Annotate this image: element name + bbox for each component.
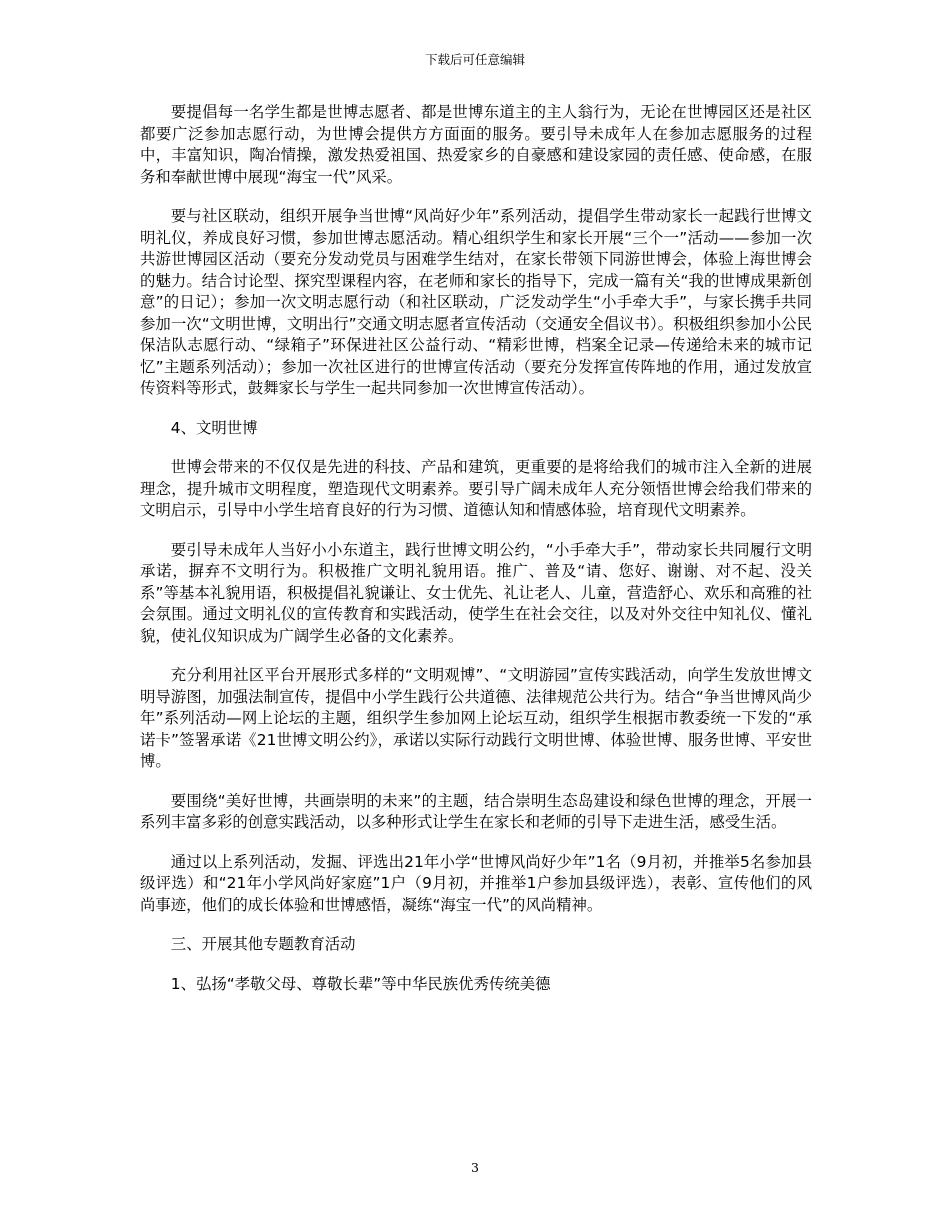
- paragraph-volunteer: 要提倡每一名学生都是世博志愿者、都是世博东道主的主人翁行为，无论在世博园区还是社区都要广泛参加志愿行动，为世博会提供方方面面的服务。要引导未成年人在参加志愿服务的过程中，丰富知识，陶冶情操，激发热爱祖国、热爱家乡的自豪感和建设家园的责任感、使命感，在服务和奉献世博中展现“海宝一代”风采。: [140, 103, 812, 186]
- paragraph-selection: 通过以上系列活动，发掘、评选出21年小学“世博风尚好少年”1名（9月初，并推举5名参加县级评选）和“21年小学风尚好家庭”1户（9月初，并推举1户参加县级评选），表彰、宣传他们的风尚事迹，他们的成长体验和世博感悟，凝练“海宝一代”的风尚精神。: [140, 852, 812, 914]
- paragraph-community-platform: 充分利用社区平台开展形式多样的“文明观博”、“文明游园”宣传实践活动，向学生发放世博文明导游图，加强法制宣传，提倡中小学生践行公共道德、法律规范公共行为。结合“争当世博风尚少年”系列活动—网上论坛的主题，组织学生参加网上论坛互动，组织学生根据市教委统一下发的“承诺卡”签署承诺《21世博文明公约》，承诺以实际行动践行文明世博、体验世博、服务世博、平安世博。: [140, 666, 812, 770]
- document-body: [140, 102, 812, 1013]
- paragraph-etiquette: 要引导未成年人当好小小东道主，践行世博文明公约，“小手牵大手”，带动家长共同履行文明承诺，摒弃不文明行为。积极推广文明礼貌用语。推广、普及“请、您好、谢谢、对不起、没关系”等基本礼貌用语，积极提倡礼貌谦让、女士优先、礼让老人、儿童，营造舒心、欢乐和高雅的社会氛围。通过文明礼仪的宣传教育和实践活动，使学生在社会交往，以及对外交往中知礼仪、懂礼貌，使礼仪知识成为广阔学生必备的文化素养。: [140, 540, 812, 645]
- page-number: 3: [471, 1160, 479, 1175]
- paragraph-expo-civilization: 世博会带来的不仅仅是先进的科技、产品和建筑，更重要的是将给我们的城市注入全新的进展理念，提升城市文明程度，塑造现代文明素养。要引导广阔未成年人充分领悟世博会给我们带来的文明启示，引导中小学生培育良好的行为习惯、道德认知和情感体验，培育现代文明素养。: [140, 458, 812, 519]
- page-header: 下载后可任意编辑: [424, 52, 525, 67]
- paragraph-creative-practice: 要围绕“美好世博，共画崇明的未来”的主题，结合崇明生态岛建设和绿色世博的理念，开展一系列丰富多彩的创意实践活动，以多种形式让学生在家长和老师的引导下走进生活，感受生活。: [140, 791, 812, 831]
- section-heading-other-topics: 三、开展其他专题教育活动: [170, 935, 356, 953]
- section-heading-civilized-expo: 4、文明世博: [170, 418, 258, 437]
- subsection-heading-filial-piety: 1、弘扬“孝敬父母、尊敬长辈”等中华民族优秀传统美德: [170, 974, 551, 993]
- paragraph-community: 要与社区联动，组织开展争当世博“风尚好少年”系列活动，提倡学生带动家长一起践行世博文明礼仪，养成良好习惯，参加世博志愿活动。精心组织学生和家长开展“三个一”活动——参加一次共游世博园区活动（要充分发动党员与困难学生结对，在家长带领下同游世博会，体验上海世博会的魅力。结合讨论型、探究型课程内容，在老师和家长的指导下，完成一篇有关“我的世博成果新创意”的日记）；参加一次文明志愿行动（和社区联动，广泛发动学生“小手牵大手”，与家长携手共同参加一次“文明世博，文明出行”交通文明志愿者宣传活动（交通安全倡议书）。积极组织参加小公民保洁队志愿行动、“绿箱子”环保进社区公益行动、“精彩世博，档案全记录—传递给未来的城市记忆”主题系列活动）；参加一次社区进行的世博宣传活动（要充分发挥宣传阵地的作用，通过发放宣传资料等形式，鼓舞家长与学生一起共同参加一次世博宣传活动）。: [140, 207, 812, 397]
